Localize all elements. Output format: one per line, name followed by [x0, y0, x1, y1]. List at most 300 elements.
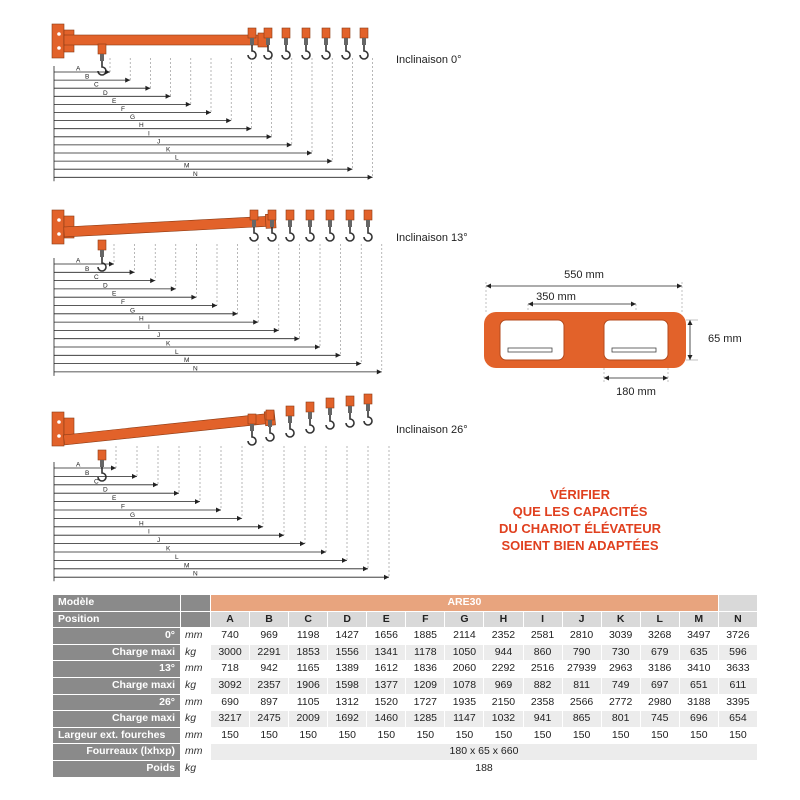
table-cell: 3000 [211, 644, 250, 661]
table-cell: 1178 [406, 644, 445, 661]
table-cell: 150 [250, 727, 289, 744]
dimension-letter: C [94, 81, 99, 89]
table-cell: 150 [679, 727, 718, 744]
dimension-letter: K [166, 146, 171, 154]
dimension-arrow [153, 482, 158, 487]
dimension-letter: L [175, 154, 179, 162]
dim-pocket-width: 180 mm [616, 386, 656, 398]
position-header-e: E [367, 611, 406, 628]
boom [64, 214, 276, 239]
hook-bracket [306, 210, 314, 220]
table-cell: 3039 [601, 628, 640, 645]
dimension-arrow [132, 474, 137, 479]
hook-link [308, 412, 312, 419]
dimension-letter: J [157, 537, 161, 545]
dimension-arrow [226, 118, 231, 123]
row-unit: mm [181, 727, 211, 744]
dimension-letter: N [193, 170, 198, 178]
row-label: Charge maxi [53, 677, 181, 694]
table-cell: 2581 [523, 628, 562, 645]
table-cell: 2358 [523, 694, 562, 711]
hook-curve [326, 415, 334, 429]
position-header-g: G [445, 611, 484, 628]
dimension-letter: I [148, 323, 150, 331]
dimension-letter: D [103, 282, 108, 290]
hook-bracket [250, 210, 258, 220]
bolt [57, 32, 61, 36]
table-cell: 2114 [445, 628, 484, 645]
bolt [57, 46, 61, 50]
hook-icon [286, 406, 294, 437]
hook-link [304, 38, 308, 45]
dimension-letter: C [94, 274, 99, 282]
table-row-position [53, 611, 758, 628]
table-cell: 2009 [289, 711, 328, 728]
diagram-inclination-26 [40, 386, 390, 592]
hook-link [308, 220, 312, 227]
dimension-letter: L [175, 348, 179, 356]
poids-label: Poids [53, 760, 181, 777]
table-cell: 1389 [328, 661, 367, 678]
table-cell: 1656 [367, 628, 406, 645]
table-cell: 1165 [289, 661, 328, 678]
table-cell: 150 [367, 727, 406, 744]
warning-line-4: SOIENT BIEN ADAPTÉES [501, 538, 659, 553]
hook-bracket [268, 210, 276, 220]
poids-value: 188 [211, 760, 758, 777]
table-row-poids [53, 760, 758, 777]
row-unit: mm [181, 628, 211, 645]
hook-bracket [98, 44, 106, 54]
dimension-arrow [109, 262, 114, 267]
table-cell: 811 [562, 677, 601, 694]
hook-icon [302, 28, 310, 59]
table-cell: 2963 [601, 661, 640, 678]
table-cell: 2357 [250, 677, 289, 694]
hook-link [344, 38, 348, 45]
table-cell: 696 [679, 711, 718, 728]
table-cell: 3186 [640, 661, 679, 678]
row-label: Largeur ext. fourches [53, 727, 181, 744]
table-cell: 150 [406, 727, 445, 744]
hook-curve [346, 413, 354, 427]
position-unit-spacer [181, 611, 211, 628]
position-header-l: L [640, 611, 679, 628]
dimension-arrow [294, 336, 299, 341]
dimension-arrow [216, 508, 221, 513]
table-cell: 1520 [367, 694, 406, 711]
table-cell: 150 [562, 727, 601, 744]
fourreaux-label: Fourreaux (lxhxp) [53, 744, 181, 761]
hook-link [100, 460, 104, 467]
table-cell: 730 [601, 644, 640, 661]
table-cell: 942 [250, 661, 289, 678]
dimension-letter: I [148, 130, 150, 138]
table-cell: 1341 [367, 644, 406, 661]
dimension-letter: B [85, 265, 90, 273]
position-header-a: A [211, 611, 250, 628]
dimension-letter: M [184, 357, 190, 365]
hook-curve [364, 411, 372, 425]
hook-icon [346, 396, 354, 427]
hook-icon [360, 28, 368, 59]
dimension-letter: H [139, 520, 144, 528]
hook-curve [250, 227, 258, 241]
dimension-letter: K [166, 545, 171, 553]
dimension-arrow [212, 303, 217, 308]
table-row [53, 628, 758, 645]
table-cell: 969 [484, 677, 523, 694]
hook-link [100, 250, 104, 257]
table-cell: 860 [523, 644, 562, 661]
position-header-n: N [718, 611, 757, 628]
dimension-letter: M [184, 562, 190, 570]
hook-curve [266, 427, 274, 441]
hook-link [250, 38, 254, 45]
table-cell: 1312 [328, 694, 367, 711]
position-header-k: K [601, 611, 640, 628]
table-cell: 882 [523, 677, 562, 694]
hook-link [250, 424, 254, 431]
dimension-letter: K [166, 340, 171, 348]
row-label: 26° [53, 694, 181, 711]
table-row [53, 677, 758, 694]
hook-icon [282, 28, 290, 59]
hook-bracket [360, 28, 368, 38]
table-cell: 1427 [328, 628, 367, 645]
diagram-inclination-13 [40, 196, 390, 386]
table-cell: 740 [211, 628, 250, 645]
dimension-letter: E [112, 290, 117, 298]
dimension-arrow [171, 286, 176, 291]
bolt [57, 420, 61, 424]
bolt [57, 232, 61, 236]
hook-bracket [248, 28, 256, 38]
table-cell: 3395 [718, 694, 757, 711]
hook-curve [286, 423, 294, 437]
table-cell: 150 [640, 727, 679, 744]
position-header-i: I [523, 611, 562, 628]
row-label: 0° [53, 628, 181, 645]
table-cell: 150 [289, 727, 328, 744]
table-row-model [53, 595, 758, 612]
hook-link [100, 54, 104, 61]
table-cell: 1105 [289, 694, 328, 711]
table-cell: 150 [328, 727, 367, 744]
fork-pocket-right [604, 320, 668, 360]
fork-pocket-diagram [476, 264, 766, 404]
table-cell: 2150 [484, 694, 523, 711]
dim-height: 65 mm [708, 333, 742, 345]
dimension-arrow [384, 575, 389, 580]
hook-bracket [266, 410, 274, 420]
spec-table [52, 594, 758, 778]
hook-icon [248, 414, 256, 445]
table-cell: 1556 [328, 644, 367, 661]
row-unit: mm [181, 694, 211, 711]
table-cell: 690 [211, 694, 250, 711]
table-cell: 596 [718, 644, 757, 661]
hook-curve [364, 227, 372, 241]
hook-link [252, 220, 256, 227]
hook-icon [364, 394, 372, 425]
warning-line-3: DU CHARIOT ÉLÉVATEUR [498, 521, 662, 536]
hook-link [362, 38, 366, 45]
hook-bracket [248, 414, 256, 424]
model-value-end [718, 595, 757, 612]
table-cell: 1198 [289, 628, 328, 645]
dimension-arrow [130, 270, 135, 275]
dimension-letter: E [112, 97, 117, 105]
dimension-letter: H [139, 122, 144, 130]
inclination-26-label: Inclinaison 26° [396, 424, 468, 436]
table-cell: 1032 [484, 711, 523, 728]
dimension-arrow [377, 369, 382, 374]
table-cell: 2980 [640, 694, 679, 711]
dimension-letter: D [103, 89, 108, 97]
hook-link [348, 220, 352, 227]
table-cell: 897 [250, 694, 289, 711]
position-header-b: B [250, 611, 289, 628]
dimension-letter: A [76, 461, 81, 469]
hook-curve [248, 45, 256, 59]
dimension-letter: C [94, 478, 99, 486]
hook-bracket [346, 210, 354, 220]
hook-bracket [286, 406, 294, 416]
dimension-arrow [258, 524, 263, 529]
hook-link [270, 220, 274, 227]
hook-curve [342, 45, 350, 59]
hook-curve [360, 45, 368, 59]
hook-link [266, 38, 270, 45]
dimension-arrow [327, 159, 332, 164]
fourreaux-value: 180 x 65 x 660 [211, 744, 758, 761]
table-cell: 749 [601, 677, 640, 694]
table-cell: 679 [640, 644, 679, 661]
table-cell: 745 [640, 711, 679, 728]
hook-bracket [322, 28, 330, 38]
mount-plate [52, 412, 64, 446]
hook-link [328, 220, 332, 227]
hook-bracket [98, 240, 106, 250]
table-cell: 150 [484, 727, 523, 744]
table-cell: 2566 [562, 694, 601, 711]
hook-bracket [302, 28, 310, 38]
table-cell: 697 [640, 677, 679, 694]
hook-icon [342, 28, 350, 59]
row-unit: mm [181, 661, 211, 678]
table-row [53, 727, 758, 744]
table-cell: 790 [562, 644, 601, 661]
table-cell: 1050 [445, 644, 484, 661]
dimension-letter: B [85, 73, 90, 81]
hook-curve [346, 227, 354, 241]
diagram-inclination-0 [40, 18, 380, 190]
model-unit-spacer [181, 595, 211, 612]
hook-link [366, 220, 370, 227]
hook-link [268, 420, 272, 427]
boom-beam [64, 35, 262, 45]
table-cell: 2352 [484, 628, 523, 645]
table-cell: 2060 [445, 661, 484, 678]
table-cell: 150 [211, 727, 250, 744]
bolt [57, 218, 61, 222]
hook-link [366, 404, 370, 411]
table-cell: 2516 [523, 661, 562, 678]
dimension-letter: G [130, 307, 136, 315]
dimension-letter: J [157, 138, 161, 146]
hook-icon [326, 398, 334, 429]
table-cell: 3092 [211, 677, 250, 694]
hook-icon [286, 210, 294, 241]
table-cell: 2291 [250, 644, 289, 661]
table-cell: 1727 [406, 694, 445, 711]
dimension-arrow [342, 558, 347, 563]
hook-bracket [98, 450, 106, 460]
dimension-arrow [191, 295, 196, 300]
inclination-13-label: Inclinaison 13° [396, 232, 468, 244]
table-cell: 1377 [367, 677, 406, 694]
hook-bracket [326, 398, 334, 408]
table-cell: 865 [562, 711, 601, 728]
dimension-arrow [237, 516, 242, 521]
table-cell: 1598 [328, 677, 367, 694]
fork-pocket-left [500, 320, 564, 360]
bolt [57, 434, 61, 438]
hook-bracket [326, 210, 334, 220]
warning-line-2: QUE LES CAPACITÉS [512, 504, 648, 519]
hook-icon [306, 210, 314, 241]
row-label: Charge maxi [53, 711, 181, 728]
table-cell: 718 [211, 661, 250, 678]
dimension-arrow [336, 353, 341, 358]
dimension-arrow [307, 151, 312, 156]
table-cell: 150 [445, 727, 484, 744]
dimension-arrow [368, 175, 373, 180]
table-cell: 1906 [289, 677, 328, 694]
dimension-arrow [195, 499, 200, 504]
hook-curve [268, 227, 276, 241]
hook-link [324, 38, 328, 45]
dimension-letter: H [139, 315, 144, 323]
inclination-0-label: Inclinaison 0° [396, 54, 462, 66]
hook-curve [248, 431, 256, 445]
row-label: Charge maxi [53, 644, 181, 661]
table-cell: 969 [250, 628, 289, 645]
hook-bracket [346, 396, 354, 406]
hook-bracket [264, 28, 272, 38]
dimension-arrow [166, 94, 171, 99]
poids-unit: kg [181, 760, 211, 777]
dimension-letter: I [148, 528, 150, 536]
table-cell: 2475 [250, 711, 289, 728]
hook-link [288, 220, 292, 227]
hook-icon [98, 240, 106, 271]
dimension-arrow [150, 278, 155, 283]
table-cell: 1285 [406, 711, 445, 728]
dimension-letter: A [76, 65, 81, 73]
table-row [53, 711, 758, 728]
table-cell: 3726 [718, 628, 757, 645]
fourreaux-unit: mm [181, 744, 211, 761]
dimension-letter: L [175, 553, 179, 561]
dimension-arrow [287, 142, 292, 147]
table-cell: 635 [679, 644, 718, 661]
dimension-arrow [315, 345, 320, 350]
table-cell: 944 [484, 644, 523, 661]
row-unit: kg [181, 677, 211, 694]
dimension-letter: N [193, 365, 198, 373]
table-cell: 2810 [562, 628, 601, 645]
dimension-letter: F [121, 106, 125, 113]
dimension-arrow [246, 126, 251, 131]
position-header-m: M [679, 611, 718, 628]
dimension-letter: B [85, 469, 90, 477]
hook-icon [346, 210, 354, 241]
row-unit: kg [181, 711, 211, 728]
dimension-arrow [274, 328, 279, 333]
hook-link [284, 38, 288, 45]
table-cell: 3188 [679, 694, 718, 711]
hook-curve [98, 61, 106, 75]
table-row-fourreaux [53, 744, 758, 761]
table-cell: 1147 [445, 711, 484, 728]
dimension-arrow [267, 134, 272, 139]
table-cell: 1853 [289, 644, 328, 661]
model-value: ARE30 [211, 595, 719, 612]
dimension-letter: J [157, 332, 161, 340]
table-cell: 1460 [367, 711, 406, 728]
table-cell: 1692 [328, 711, 367, 728]
capacity-warning [460, 486, 700, 554]
dimension-letter: E [112, 495, 117, 503]
hook-bracket [286, 210, 294, 220]
position-header-d: D [328, 611, 367, 628]
dim-outer-width: 550 mm [564, 269, 604, 281]
table-cell: 27939 [562, 661, 601, 678]
hook-bracket [306, 402, 314, 412]
dimension-arrow [356, 361, 361, 366]
table-row [53, 644, 758, 661]
spec-table-container [52, 594, 758, 778]
table-row [53, 694, 758, 711]
table-cell: 1836 [406, 661, 445, 678]
warning-line-1: VÉRIFIER [550, 487, 610, 502]
mount-plate [52, 24, 64, 58]
dimension-arrow [105, 70, 110, 75]
boom [63, 411, 275, 447]
hook-icon [98, 44, 106, 75]
hook-curve [306, 419, 314, 433]
hook-curve [322, 45, 330, 59]
dimension-letter: N [193, 570, 198, 578]
hook-curve [286, 227, 294, 241]
table-cell: 801 [601, 711, 640, 728]
model-label: Modèle [53, 595, 181, 612]
row-unit: kg [181, 644, 211, 661]
hook-bracket [364, 210, 372, 220]
hook-icon [326, 210, 334, 241]
table-cell: 150 [601, 727, 640, 744]
boom-beam [63, 413, 269, 444]
hook-link [328, 408, 332, 415]
position-header-c: C [289, 611, 328, 628]
table-cell: 1209 [406, 677, 445, 694]
hook-link [348, 406, 352, 413]
table-cell: 1078 [445, 677, 484, 694]
table-row [53, 661, 758, 678]
table-cell: 941 [523, 711, 562, 728]
